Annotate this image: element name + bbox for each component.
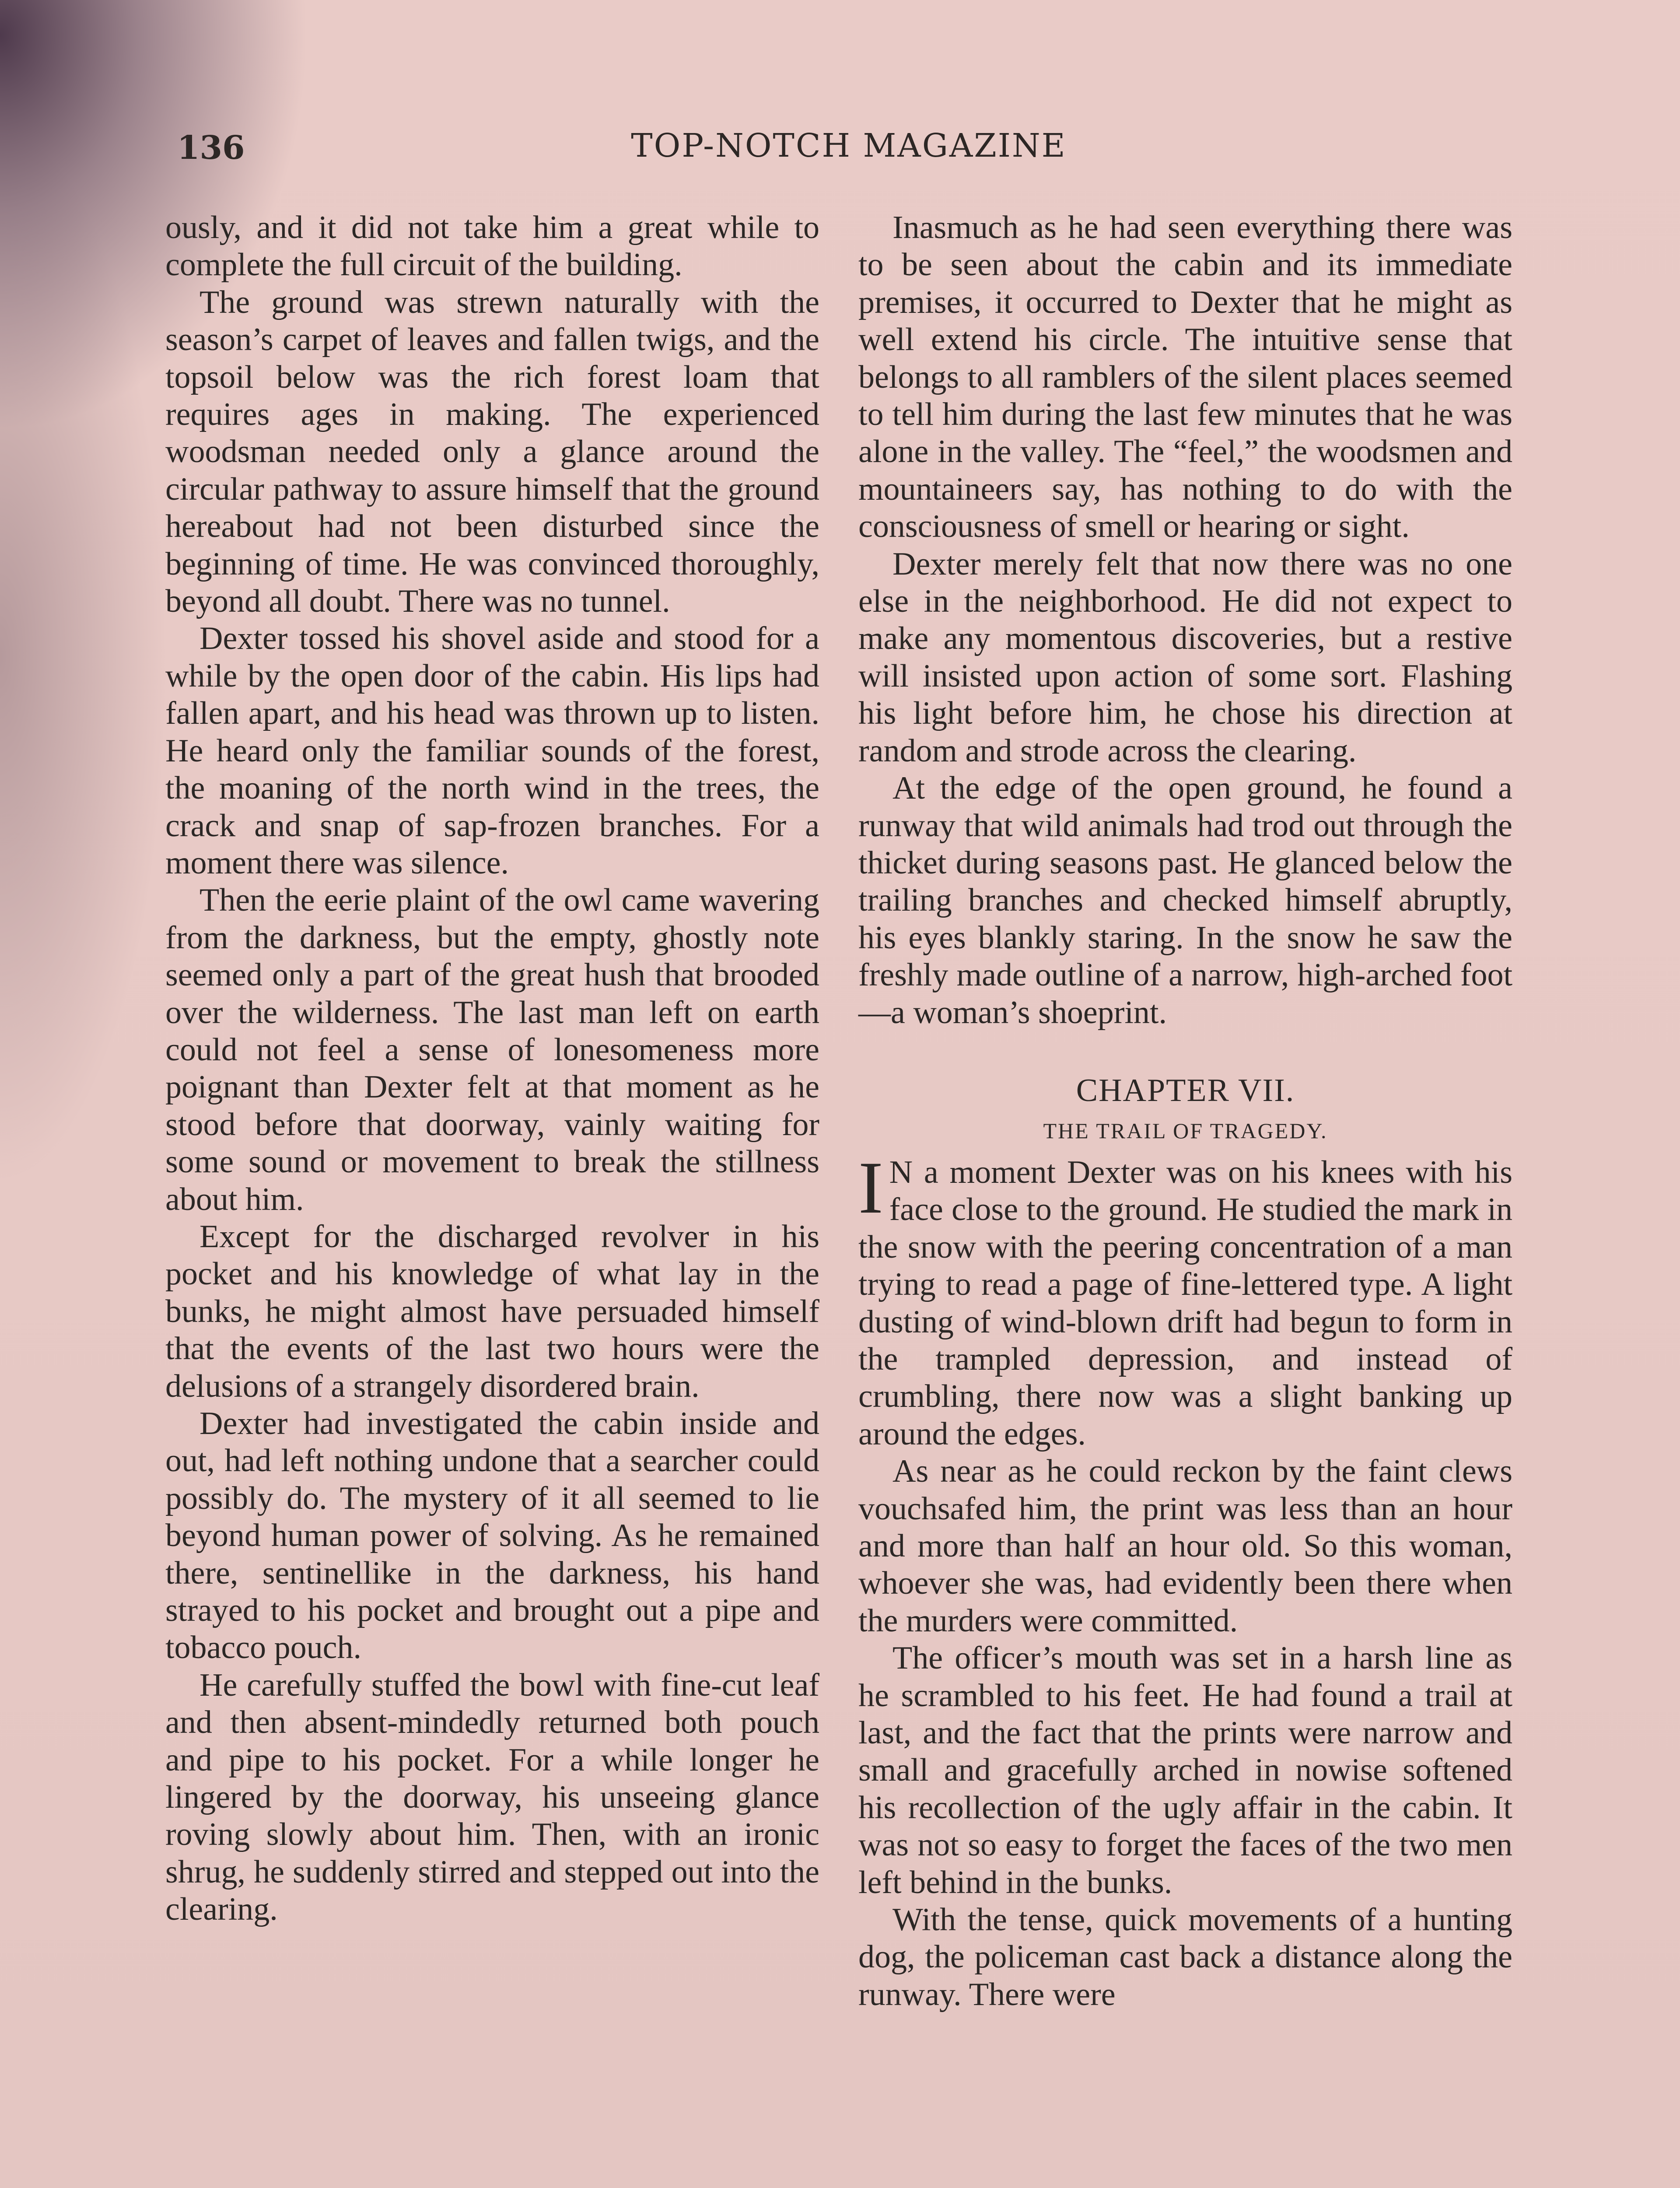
magazine-title: TOP-NOTCH MAGAZINE bbox=[631, 127, 1067, 165]
paragraph: Inasmuch as he had seen everything there was to be seen about the cabin and its immediate premises, it occurred to Dexter that he might as well extend his circle. The intuitive sense that belongs to all ramblers of the silent places seemed to tell him during the last few minutes that he was alone in the valley. The “feel,” the woodsmen and mountaineers say, has nothing to do with the consciousness of smell or hearing or sight. bbox=[858, 210, 1512, 545]
paragraph: Dexter merely felt that now there was no one else in the neighborhood. He did not expect to make any momentous discoveries, but a restive will insisted upon action of some sort. Flashing his light before him, he chose his direction at random and strode across the clearing. bbox=[858, 546, 1512, 769]
paragraph: ously, and it did not take him a great while to complete the full circuit of the building. bbox=[165, 210, 819, 283]
paragraph-text: N a moment Dexter was on his knees with his face close to the ground. He studied the mark in the snow with the peering concentration of a man trying to read a page of fine-lettered type. A light dusting of wind-blown drift had begun to form in the trampled depression, and instead of crumbling, there now was a slight banking up around the edges. bbox=[858, 1154, 1512, 1452]
paragraph: With the tense, quick movements of a hunting dog, the policeman cast back a distance along the runway. There were bbox=[858, 1902, 1512, 2013]
paragraph: Then the eerie plaint of the owl came wavering from the darkness, but the empty, ghostly note seemed only a part of the great hush that brooded over the wilderness. The last man left on earth could not feel a sense of lonesomeness more poignant than Dexter felt at that moment as he stood before that doorway, vainly waiting for some sound or movement to break the stillness about him. bbox=[165, 882, 819, 1217]
paragraph: At the edge of the open ground, he found a runway that wild animals had trod out through the thicket during seasons past. He glanced below the trailing branches and checked himself abruptly, his eyes blankly staring. In the snow he saw the freshly made outline of a narrow, high-arched foot—a woman’s shoeprint. bbox=[858, 770, 1512, 1031]
paragraph: He carefully stuffed the bowl with fine-cut leaf and then absent-mindedly returned both pouch and pipe to his pocket. For a while longer he lingered by the doorway, his unseeing glance roving slowly about him. Then, with an ironic shrug, he suddenly stirred and stepped out into the clearing. bbox=[165, 1667, 819, 1928]
left-column bbox=[165, 209, 819, 1929]
paragraph: Except for the discharged revolver in his pocket and his knowledge of what lay in the bunks, he might almost have persuaded himself that the events of the last two hours were the delusions of a strangely disordered brain. bbox=[165, 1218, 819, 1404]
chapter-opening-paragraph bbox=[858, 1146, 1512, 1453]
paragraph: As near as he could reckon by the faint clews vouchsafed him, the print was less than an hour and more than half an hour old. So this woman, whoever she was, had evidently been there when the murders were committed. bbox=[858, 1453, 1512, 1639]
chapter-title: CHAPTER VII. bbox=[1076, 1072, 1295, 1108]
drop-cap: I bbox=[858, 1146, 883, 1229]
chapter-subtitle: THE TRAIL OF TRAGEDY. bbox=[1043, 1118, 1328, 1143]
paragraph: The officer’s mouth was set in a harsh line as he scrambled to his feet. He had found a trail at last, and the fact that the prints were narrow and small and gracefully arched in nowise softened his recollection of the ugly affair in the cabin. It was not so easy to forget the faces of the two men left behind in the bunks. bbox=[858, 1640, 1512, 1900]
paragraph: The ground was strewn naturally with the season’s carpet of leaves and fallen twigs, and the topsoil below was the rich forest loam that requires ages in making. The experienced woodsman needed only a glance around the circular pathway to assure himself that the ground hereabout had not been disturbed since the beginning of time. He was convinced thoroughly, beyond all doubt. There was no tunnel. bbox=[165, 284, 819, 620]
paragraph: Dexter tossed his shovel aside and stood for a while by the open door of the cabin. His lips had fallen apart, and his head was thrown up to listen. He heard only the familiar sounds of the forest, the moaning of the north wind in the trees, the crack and snap of sap-frozen branches. For a moment there was silence. bbox=[165, 621, 819, 881]
right-column bbox=[858, 209, 1512, 2013]
page-number: 136 bbox=[177, 129, 245, 167]
paragraph: Dexter had investigated the cabin inside and out, had left nothing undone that a searcher could possibly do. The mystery of it all seemed to lie beyond human power of solving. As he remained there, sentinellike in the darkness, his hand strayed to his pocket and brought out a pipe and tobacco pouch. bbox=[165, 1406, 819, 1666]
